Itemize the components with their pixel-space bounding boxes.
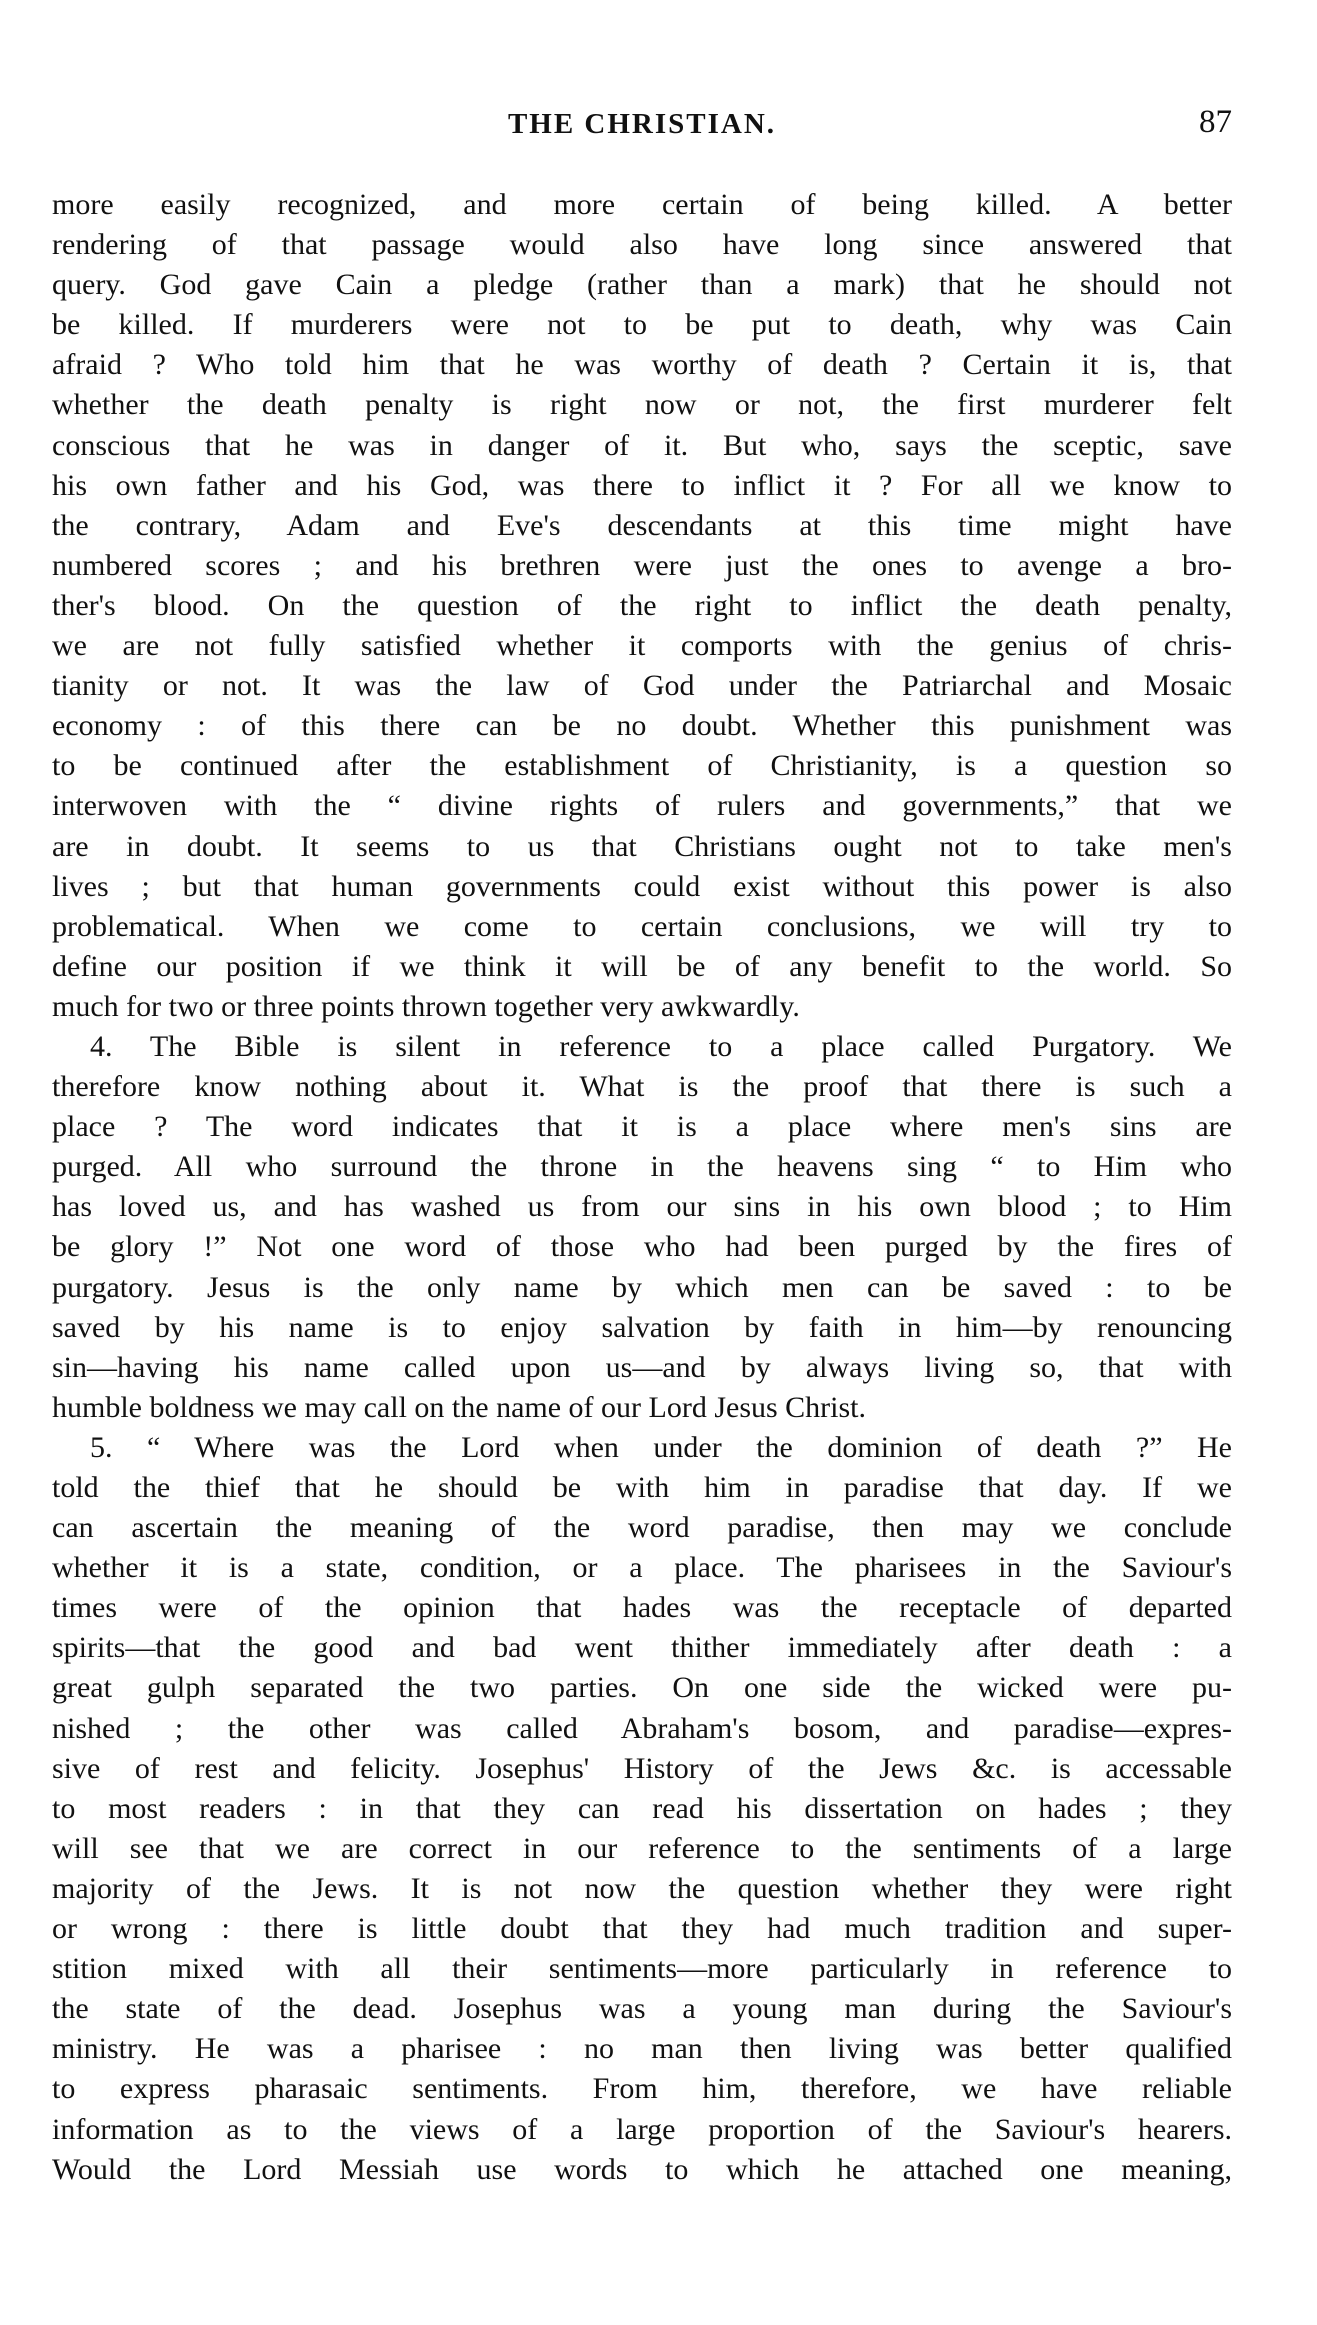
text-line: 4. The Bible is silent in reference to a place called Purgatory. We [90, 1029, 1232, 1063]
text-line: told the thief that he should be with him in paradise that day. If we [52, 1471, 1232, 1504]
text-line: we are not fully satisfied whether it comports with the genius of chris- [52, 629, 1232, 663]
text-line: nished ; the other was called Abraham's bosom, and paradise—expres- [52, 1711, 1232, 1745]
text-line: or wrong : there is little doubt that they had much tradition and super- [52, 1912, 1232, 1946]
text-line: can ascertain the meaning of the word paradise, then may we conclude [52, 1511, 1232, 1545]
text-line: purgatory. Jesus is the only name by which men can be saved : to be [52, 1270, 1232, 1304]
text-line: information as to the views of a large proportion of the Saviour's hearers. [52, 2112, 1232, 2146]
body-text [52, 185, 1232, 2190]
text-line: be glory !” Not one word of those who had been purged by the fires of [52, 1230, 1232, 1264]
text-line: define our position if we think it will be of any benefit to the world. So [52, 949, 1232, 983]
text-line: saved by his name is to enjoy salvation by faith in him—by renouncing [52, 1310, 1232, 1344]
text-line: the state of the dead. Josephus was a young man during the Saviour's [52, 1992, 1232, 2026]
text-line: to most readers : in that they can read his dissertation on hades ; they [52, 1791, 1232, 1825]
text-line: spirits—that the good and bad went thither immediately after death : a [52, 1631, 1232, 1665]
text-line: economy : of this there can be no doubt. Whether this punishment was [52, 709, 1232, 743]
text-line: sive of rest and felicity. Josephus' History of the Jews &c. is accessable [52, 1751, 1232, 1785]
text-line: sin—having his name called upon us—and by always living so, that with [52, 1350, 1232, 1384]
text-line: place ? The word indicates that it is a place where men's sins are [52, 1110, 1232, 1144]
text-line: to be continued after the establishment of Christianity, is a question so [52, 749, 1232, 783]
text-line: great gulph separated the two parties. On one side the wicked were pu- [52, 1671, 1232, 1705]
text-line: tianity or not. It was the law of God under the Patriarchal and Mosaic [52, 669, 1232, 703]
text-line: are in doubt. It seems to us that Christians ought not to take men's [52, 829, 1232, 863]
text-line: rendering of that passage would also have long since answered that [52, 228, 1232, 262]
text-line: afraid ? Who told him that he was worthy of death ? Certain it is, that [52, 348, 1232, 382]
text-line: be killed. If murderers were not to be put to death, why was Cain [52, 308, 1232, 342]
text-line: 5. “ Where was the Lord when under the dominion of death ?” He [90, 1430, 1232, 1464]
text-line: ministry. He was a pharisee : no man then living was better qualified [52, 2032, 1232, 2066]
text-line: numbered scores ; and his brethren were just the ones to avenge a bro- [52, 548, 1232, 582]
text-line: problematical. When we come to certain conclusions, we will try to [52, 909, 1232, 943]
text-line: whether it is a state, condition, or a place. The pharisees in the Saviour's [52, 1551, 1232, 1585]
page-header [52, 104, 1232, 158]
text-line: purged. All who surround the throne in the heavens sing “ to Him who [52, 1150, 1232, 1184]
running-title: THE CHRISTIAN. [507, 108, 777, 140]
text-line: stition mixed with all their sentiments—more particularly in reference to [52, 1952, 1232, 1986]
text-line: majority of the Jews. It is not now the question whether they were right [52, 1871, 1232, 1905]
text-line: lives ; but that human governments could exist without this power is also [52, 869, 1232, 903]
text-line: query. God gave Cain a pledge (rather than a mark) that he should not [52, 268, 1232, 302]
text-line: more easily recognized, and more certain of being killed. A better [52, 188, 1232, 221]
text-line: humble boldness we may call on the name of our Lord Jesus Christ. [52, 1390, 867, 1424]
text-line: ther's blood. On the question of the right to inflict the death penalty, [52, 588, 1232, 622]
text-line: Would the Lord Messiah use words to which he attached one meaning, [52, 2152, 1232, 2186]
text-line: interwoven with the “ divine rights of rulers and governments,” that we [52, 789, 1232, 823]
text-line: will see that we are correct in our reference to the sentiments of a large [52, 1831, 1232, 1865]
text-line: the contrary, Adam and Eve's descendants at this time might have [52, 508, 1232, 542]
text-line: therefore know nothing about it. What is the proof that there is such a [52, 1070, 1232, 1104]
text-line: conscious that he was in danger of it. But who, says the sceptic, save [52, 428, 1232, 462]
text-line: has loved us, and has washed us from our sins in his own blood ; to Him [52, 1190, 1232, 1224]
text-line: his own father and his God, was there to inflict it ? For all we know to [52, 468, 1232, 502]
text-line: much for two or three points thrown together very awkwardly. [52, 989, 800, 1023]
text-line: to express pharasaic sentiments. From him, therefore, we have reliable [52, 2072, 1232, 2106]
text-line: whether the death penalty is right now or not, the first murderer felt [52, 388, 1232, 422]
text-line: times were of the opinion that hades was the receptacle of departed [52, 1591, 1232, 1625]
page-number: 87 [1199, 104, 1232, 140]
